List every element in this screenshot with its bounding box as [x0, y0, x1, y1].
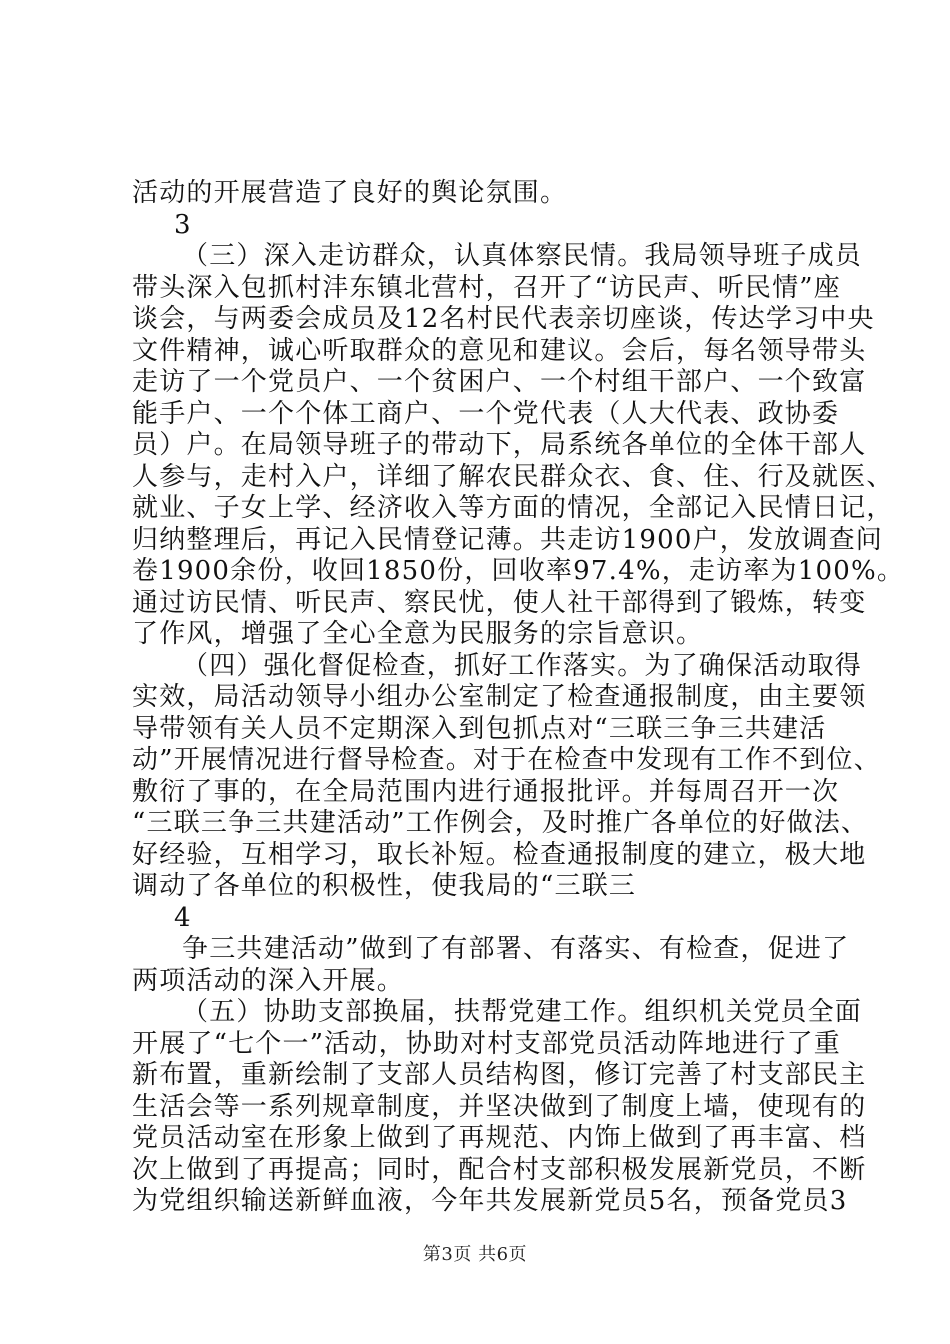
- text-line: 新布置，重新绘制了支部人员结构图，修订完善了村支部民主: [132, 1060, 867, 1090]
- text-line: 人参与，走村入户，详细了解农民群众衣、食、住、行及就医、: [132, 461, 894, 492]
- text-line: 动”开展情况进行督导检查。对于在检查中发现有工作不到位、: [132, 745, 881, 775]
- inline-page-number: 3: [174, 209, 192, 240]
- text-line: 调动了各单位的积极性，使我局的“三联三: [132, 871, 637, 901]
- text-line: 谈会，与两委会成员及12名村民代表亲切座谈，传达学习中央: [132, 304, 875, 334]
- text-line: 带头深入包抓村沣东镇北营村，召开了“访民声、听民情”座: [132, 272, 841, 303]
- text-line: 导带领有关人员不定期深入到包抓点对“三联三争三共建活: [132, 713, 827, 744]
- text-line: 走访了一个党员户、一个贫困户、一个村组干部户、一个致富: [132, 367, 867, 397]
- text-line: 生活会等一系列规章制度，并坚决做到了制度上墙，使现有的: [132, 1091, 867, 1122]
- text-line: 归纳整理后，再记入民情登记薄。共走访1900户，发放调查问: [132, 524, 883, 555]
- text-line: （四）强化督促检查，抓好工作落实。为了确保活动取得: [182, 650, 863, 681]
- text-line: 党员活动室在形象上做到了再规范、内饰上做到了再丰富、档: [132, 1123, 867, 1153]
- text-line: 卷1900余份，收回1850份，回收率97.4%，走访率为100%。: [132, 556, 905, 586]
- document-body: [132, 178, 905, 1218]
- text-line: （五）协助支部换届，扶帮党建工作。组织机关党员全面: [182, 997, 863, 1027]
- text-line: 就业、子女上学、经济收入等方面的情况，全部记入民情日记，: [132, 493, 894, 523]
- page-footer: 第3页 共6页: [422, 1244, 528, 1265]
- text-line: 能手户、一个个体工商户、一个党代表（人大代表、政协委: [132, 398, 840, 429]
- text-line: 争三共建活动”做到了有部署、有落实、有检查，促进了: [182, 934, 850, 964]
- text-line: 通过访民情、听民声、察民忧，使人社干部得到了锻炼，转变: [132, 587, 867, 618]
- text-line: 两项活动的深入开展。: [132, 965, 405, 996]
- text-line: 为党组织输送新鲜血液，今年共发展新党员5名，预备党员3: [132, 1186, 848, 1216]
- text-line: （三）深入走访群众，认真体察民情。我局领导班子成员: [182, 241, 863, 271]
- text-line: 文件精神，诚心听取群众的意见和建议。会后，每名领导带头: [132, 335, 867, 366]
- text-line: 实效，局活动领导小组办公室制定了检查通报制度，由主要领: [132, 682, 867, 712]
- text-line: “三联三争三共建活动”工作例会，及时推广各单位的好做法、: [132, 808, 869, 838]
- text-line: 好经验，互相学习，取长补短。检查通报制度的建立，极大地: [132, 839, 867, 870]
- text-line: 员）户。在局领导班子的带动下，局系统各单位的全体干部人: [132, 430, 867, 460]
- inline-page-number: 4: [174, 902, 192, 933]
- text-line: 次上做到了再提高；同时，配合村支部积极发展新党员，不断: [132, 1154, 867, 1185]
- text-line: 开展了“七个一”活动，协助对村支部党员活动阵地进行了重: [132, 1028, 841, 1059]
- text-line: 了作风，增强了全心全意为民服务的宗旨意识。: [132, 619, 704, 649]
- text-line: 敷衍了事的，在全局范围内进行通报批评。并每周召开一次: [132, 776, 840, 807]
- text-line: 活动的开展营造了良好的舆论氛围。: [132, 178, 568, 208]
